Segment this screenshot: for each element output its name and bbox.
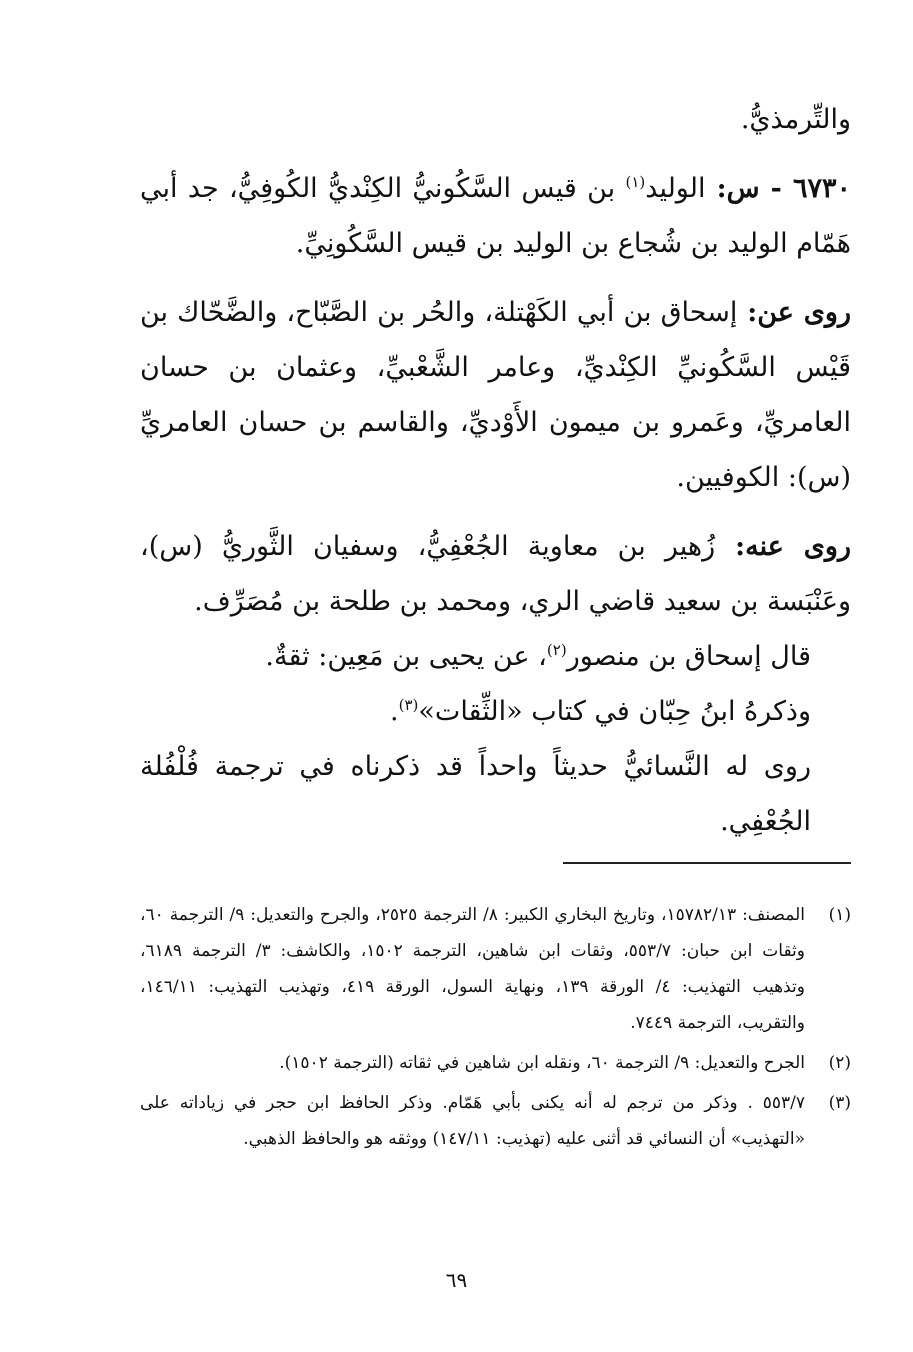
quote-ibn-mansur-rest: ، عن يحيى بن مَعِين: ثقةٌ. [265, 641, 547, 672]
entry-heading [140, 161, 851, 271]
page-number: ٦٩ [445, 1268, 468, 1292]
footnote-separator [563, 862, 851, 864]
entry-description: بن قيس السَّكُونيُّ الكِنْديُّ الكُوفِيُّ، جد أبي هَمّام الوليد بن شُجاع بن الوليد بن قيس السَّكُونِيِّ. [140, 173, 851, 259]
entry-number: ٦٧٣٠ [792, 173, 851, 204]
narrated-from-text: إسحاق بن أبي الكَهْتلة، والحُر بن الصَّبّاح، والضَّحّاك بن قَيْس السَّكُونيِّ الكِنْديِّ، وعامر الشَّعْبيِّ، وعثمان بن حسان العامريِّ، وعَمرو بن ميمون الأَوْديِّ، والقاسم بن حسان العامريِّ (س): الكوفيين. [140, 297, 851, 493]
narrated-from-paragraph [140, 285, 851, 505]
previous-entry-end: والتِّرمذيُّ. [740, 104, 851, 135]
quote-ibn-hibban-text: وذكرهُ ابنُ حِبّان في كتاب «الثِّقات» [418, 696, 811, 727]
footnote-ref-3: (٣) [398, 696, 419, 714]
footnote-ref-2: (٢) [546, 641, 567, 659]
footnote-number: (٢) [828, 1053, 851, 1073]
footnote-1 [140, 897, 851, 1041]
entry-name: الوليد [645, 173, 706, 204]
nasai-note: روى له النَّسائيُّ حديثاً واحداً قد ذكرناه في ترجمة فُلْفُلة الجُعْفِي. [140, 751, 811, 837]
quote-ibn-hibban [140, 684, 851, 739]
footnote-2 [140, 1045, 851, 1081]
main-text [140, 92, 851, 849]
narrated-by-label: روى عنه: [715, 531, 851, 562]
narrated-by-text: زُهير بن معاوية الجُعْفِيُّ، وسفيان الثَّوريُّ (س)، وعَنْبَسة بن سعيد قاضي الري، ومحمد بن طلحة بن مُصَرِّف. [140, 531, 851, 617]
quote-ibn-mansur [140, 629, 851, 684]
footnote-text: الجرح والتعديل: ٩/ الترجمة ٦٠، ونقله ابن شاهين في ثقاته (الترجمة ١٥٠٢). [279, 1053, 805, 1073]
footnote-text: ٥٥٣/٧ . وذكر من ترجم له أنه يكنى بأبي هَمّام. وذكر الحافظ ابن حجر في زياداته على «التهذيب» أن النسائي قد أثنى عليه (تهذيب: ١٤٧/١١) ووثقه هو والحافظ الذهبي. [140, 1093, 805, 1149]
quote-ibn-hibban-rest: . [390, 696, 399, 727]
quote-ibn-mansur-text: قال إسحاق بن منصور [566, 641, 811, 672]
footnote-number: (١) [828, 905, 851, 925]
entry-code: - س: [705, 173, 793, 204]
footnotes [140, 897, 851, 1161]
footnote-number: (٣) [828, 1093, 851, 1113]
footnote-3 [140, 1085, 851, 1157]
footnote-text: المصنف: ١٥٧٨٢/١٣، وتاريخ البخاري الكبير: ٨/ الترجمة ٢٥٢٥، والجرح والتعديل: ٩/ الترجمة ٦٠، وثقات ابن حبان: ٥٥٣/٧، وثقات ابن شاهين، الترجمة ١٥٠٢، والكاشف: ٣/ الترجمة ٦١٨٩، وتذهيب التهذيب: ٤/ الورقة ١٣٩، ونهاية السول، الورقة ٤١٩، وتهذيب التهذيب: ١٤٦/١١، والتقريب، الترجمة ٧٤٤٩. [140, 905, 805, 1033]
narrated-by-paragraph [140, 519, 851, 629]
footnote-ref-1: (١) [625, 173, 646, 191]
narrated-from-label: روى عن: [737, 297, 851, 328]
